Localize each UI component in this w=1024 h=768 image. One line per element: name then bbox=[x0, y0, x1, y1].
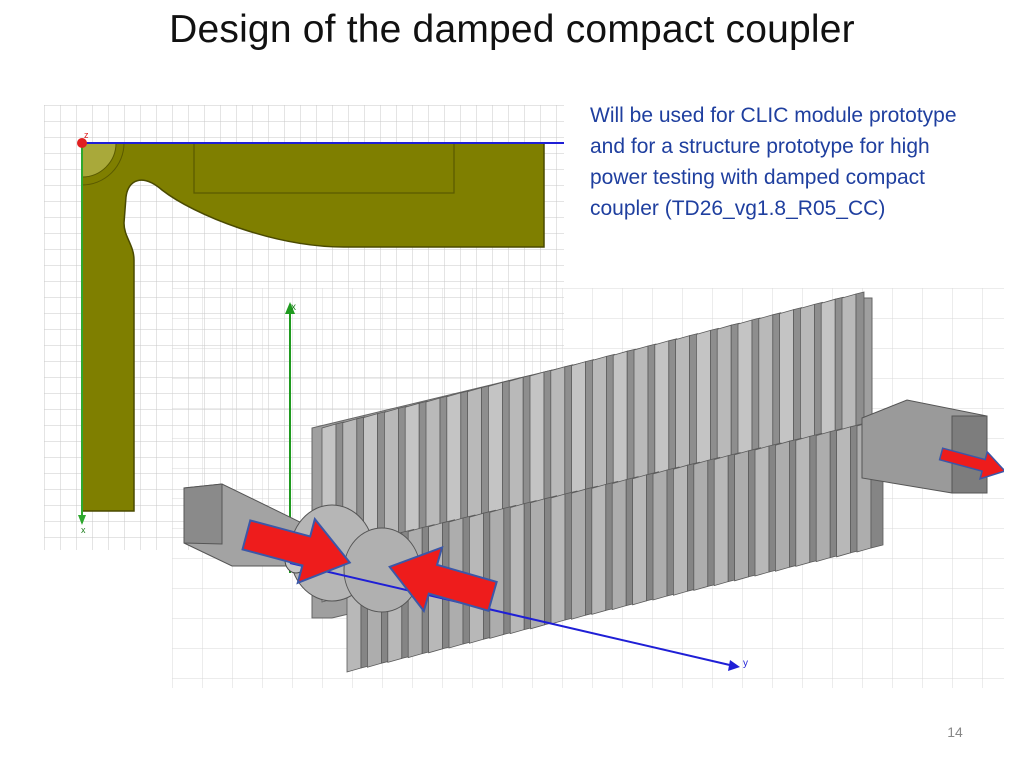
note-line: power testing with damped compact bbox=[590, 166, 926, 189]
axis-label-z: z bbox=[84, 130, 89, 140]
note-line: coupler (TD26_vg1.8_R05_CC) bbox=[590, 197, 886, 220]
axis-label-x: x bbox=[291, 302, 296, 313]
note-line: and for a structure prototype for high bbox=[590, 135, 930, 158]
slide-title: Design of the damped compact coupler bbox=[169, 8, 855, 51]
axis-label-y: y bbox=[743, 658, 748, 669]
damped-structure-3d-view bbox=[172, 288, 1004, 688]
description-text bbox=[590, 100, 1010, 224]
axis-label-x: x bbox=[81, 525, 86, 535]
note-line: Will be used for CLIC module prototype bbox=[590, 104, 957, 127]
page-number: 14 bbox=[947, 724, 963, 740]
